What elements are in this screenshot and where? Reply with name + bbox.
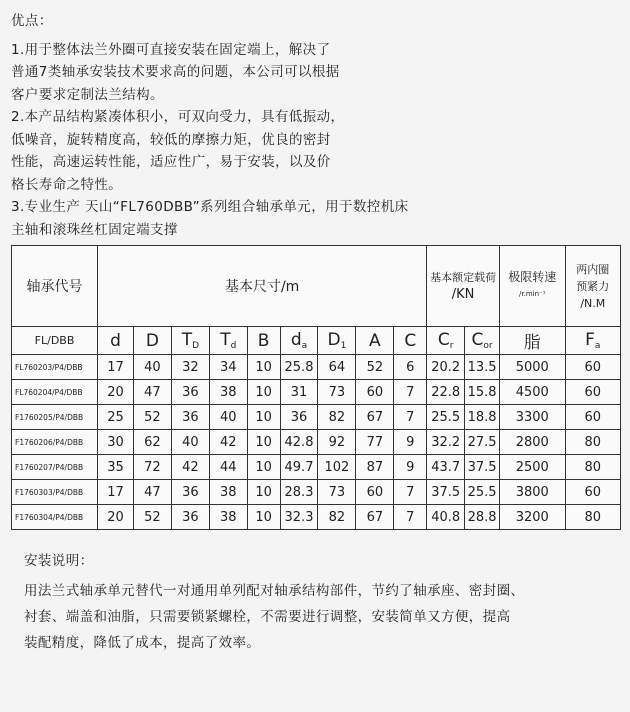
cell-code: F1760304/P4/DBB [12,505,98,530]
cell-Cr: 20.2 [427,355,465,380]
cell-Cor: 25.5 [465,480,500,505]
cell-d: 30 [98,430,134,455]
cell-code: FL760203/P4/DBB [12,355,98,380]
cell-B: 10 [247,505,280,530]
cell-D1: 82 [318,505,356,530]
cell-D: 40 [133,355,171,380]
subheader-d-a-base: d [290,330,302,350]
cell-D1: 92 [318,430,356,455]
cell-T-d: 38 [209,505,247,530]
cell-Cr: 40.8 [427,505,465,530]
cell-d: 20 [98,505,134,530]
advantages-line: 格长寿命之特性。 [11,176,123,193]
cell-Cr: 43.7 [427,455,465,480]
cell-d: 20 [98,380,134,405]
subheader-Fa-base: F [585,330,595,350]
subheader-Cr-base: C [437,330,450,350]
cell-D1: 102 [318,455,356,480]
cell-B: 10 [247,405,280,430]
cell-B: 10 [247,455,280,480]
cell-T-d: 40 [209,405,247,430]
table-header-row [12,246,621,327]
installation-line: 用法兰式轴承单元替代一对通用单列配对轴承结构部件，节约了轴承座、密封圈、 [24,583,525,599]
advantages-line: 主轴和滚珠丝杠固定端支撑 [11,221,178,238]
cell-Fa: 60 [565,480,620,505]
cell-C: 7 [394,480,427,505]
cell-Cr: 32.2 [427,430,465,455]
advantages-line: 性能，高速运转性能，适应性广，易于安装，以及价 [11,154,331,170]
cell-d: 17 [98,480,134,505]
cell-code: F1760207/P4/DBB [12,455,98,480]
cell-D1: 64 [318,355,356,380]
cell-D: 47 [133,480,171,505]
cell-d: 17 [98,355,134,380]
subheader-D1-subscript: 1 [340,341,347,351]
cell-speed: 5000 [499,355,565,380]
cell-Cr: 37.5 [427,480,465,505]
header-limit-speed-label: 极限转速 [508,270,557,284]
subheader-Cor-subscript: or [483,341,493,351]
advantages-line: 普通7类轴承安装技术要求高的问题，本公司可以根据 [11,64,340,80]
cell-A: 60 [356,480,394,505]
cell-D: 52 [133,405,171,430]
cell-Fa: 80 [565,505,620,530]
cell-D1: 82 [318,405,356,430]
subheader-T-d [209,327,247,355]
cell-T-d: 44 [209,455,247,480]
cell-Cor: 28.8 [465,505,500,530]
cell-D: 62 [133,430,171,455]
cell-C: 7 [394,505,427,530]
advantages-line: 2.本产品结构紧凑体积小，可双向受力，具有低振动， [11,109,345,125]
installation-title: 安装说明： [24,553,94,569]
advantages-line: 低噪音，旋转精度高，较低的摩擦力矩，优良的密封 [11,131,331,148]
subheader-Cr [427,327,465,355]
cell-T-d: 38 [209,480,247,505]
header-rated-load [427,246,500,327]
cell-code: F1760206/P4/DBB [12,430,98,455]
table-row [12,505,621,530]
subheader-D1 [318,327,356,355]
cell-T-D: 36 [171,405,209,430]
cell-T-D: 36 [171,480,209,505]
header-bearing-code: 轴承代号 [12,246,98,327]
cell-Fa: 80 [565,455,620,480]
cell-A: 52 [356,355,394,380]
cell-Fa: 60 [565,405,620,430]
cell-D: 52 [133,505,171,530]
cell-d-a: 32.3 [280,505,318,530]
cell-D1: 73 [318,480,356,505]
header-limit-speed [499,246,565,327]
cell-Cr: 22.8 [427,380,465,405]
table-row [12,405,621,430]
cell-D: 72 [133,455,171,480]
cell-speed: 3300 [499,405,565,430]
cell-d-a: 28.3 [280,480,318,505]
cell-T-D: 36 [171,380,209,405]
header-limit-speed-unit: /r.min⁻¹ [519,290,546,298]
subheader-T-D [171,327,209,355]
subheader-Cr-subscript: r [449,341,454,351]
subheader-d-a-subscript: a [301,341,308,351]
cell-Cor: 15.8 [465,380,500,405]
subheader-grease: 脂 [499,327,565,355]
installation-section [24,548,614,656]
subheader-Fa-subscript: a [594,341,601,351]
cell-T-d: 38 [209,380,247,405]
cell-d-a: 49.7 [280,455,318,480]
cell-B: 10 [247,430,280,455]
table-row [12,455,621,480]
subheader-D: D [133,327,171,355]
bearing-spec-table [11,245,621,530]
table-row [12,380,621,405]
cell-A: 87 [356,455,394,480]
cell-Fa: 60 [565,355,620,380]
advantages-line: 1.用于整体法兰外圈可直接安装在固定端上，解决了 [11,41,331,58]
cell-B: 10 [247,480,280,505]
subheader-T-d-subscript: d [230,341,237,351]
cell-Fa: 80 [565,430,620,455]
subheader-Fa [565,327,620,355]
cell-A: 60 [356,380,394,405]
cell-Cor: 27.5 [465,430,500,455]
cell-d-a: 25.8 [280,355,318,380]
cell-C: 6 [394,355,427,380]
subheader-T-D-subscript: D [192,341,200,351]
subheader-d-a [280,327,318,355]
subheader-A: A [356,327,394,355]
cell-C: 9 [394,455,427,480]
cell-C: 7 [394,380,427,405]
cell-speed: 3200 [499,505,565,530]
cell-speed: 3800 [499,480,565,505]
cell-Cor: 37.5 [465,455,500,480]
cell-T-d: 42 [209,430,247,455]
cell-C: 9 [394,430,427,455]
cell-speed: 2500 [499,455,565,480]
installation-line: 装配精度，降低了成本，提高了效率。 [24,635,261,651]
cell-d: 25 [98,405,134,430]
installation-line: 衬套、端盖和油脂，只需要锁紧螺栓，不需要进行调整，安装简单又方便，提高 [24,609,511,625]
cell-d: 35 [98,455,134,480]
cell-D: 47 [133,380,171,405]
header-preload-line1: 两内圈 [576,262,610,276]
header-preload-line2: 预紧力 [576,279,610,293]
cell-Cr: 25.5 [427,405,465,430]
cell-C: 7 [394,405,427,430]
cell-T-D: 40 [171,430,209,455]
cell-code: F1760303/P4/DBB [12,480,98,505]
table-row [12,430,621,455]
cell-Cor: 13.5 [465,355,500,380]
cell-B: 10 [247,355,280,380]
cell-d-a: 36 [280,405,318,430]
cell-B: 10 [247,380,280,405]
cell-A: 67 [356,505,394,530]
cell-T-D: 32 [171,355,209,380]
table-subheader-row [12,327,621,355]
subheader-fl-dbb: FL/DBB [12,327,98,355]
header-preload [565,246,620,327]
cell-code: FL760204/P4/DBB [12,380,98,405]
cell-A: 77 [356,430,394,455]
cell-T-D: 42 [171,455,209,480]
cell-A: 67 [356,405,394,430]
cell-Fa: 60 [565,380,620,405]
cell-D1: 73 [318,380,356,405]
cell-d-a: 42.8 [280,430,318,455]
cell-speed: 2800 [499,430,565,455]
subheader-D1-base: D [327,330,341,350]
cell-speed: 4500 [499,380,565,405]
subheader-B: B [247,327,280,355]
advantages-line: 客户要求定制法兰结构。 [11,86,164,103]
cell-Cor: 18.8 [465,405,500,430]
header-preload-unit: /N.M [580,296,606,310]
cell-code: F1760205/P4/DBB [12,405,98,430]
advantages-title: 优点： [11,13,53,29]
advantages-line: 3.专业生产 天山“FL760DBB”系列组合轴承单元，用于数控机床 [11,199,409,215]
subheader-Cor [465,327,500,355]
cell-T-d: 34 [209,355,247,380]
subheader-d: d [98,327,134,355]
subheader-C: C [394,327,427,355]
subheader-Cor-base: C [471,330,484,350]
table-row [12,355,621,380]
cell-T-D: 36 [171,505,209,530]
header-basic-dimensions: 基本尺寸/m [98,246,427,327]
subheader-T-D-base: T [181,330,193,350]
table-row [12,480,621,505]
header-rated-load-unit: /KN [451,287,475,302]
advantages-section [11,10,481,241]
subheader-T-d-base: T [220,330,231,350]
header-rated-load-label: 基本额定载荷 [430,271,497,284]
cell-d-a: 31 [280,380,318,405]
